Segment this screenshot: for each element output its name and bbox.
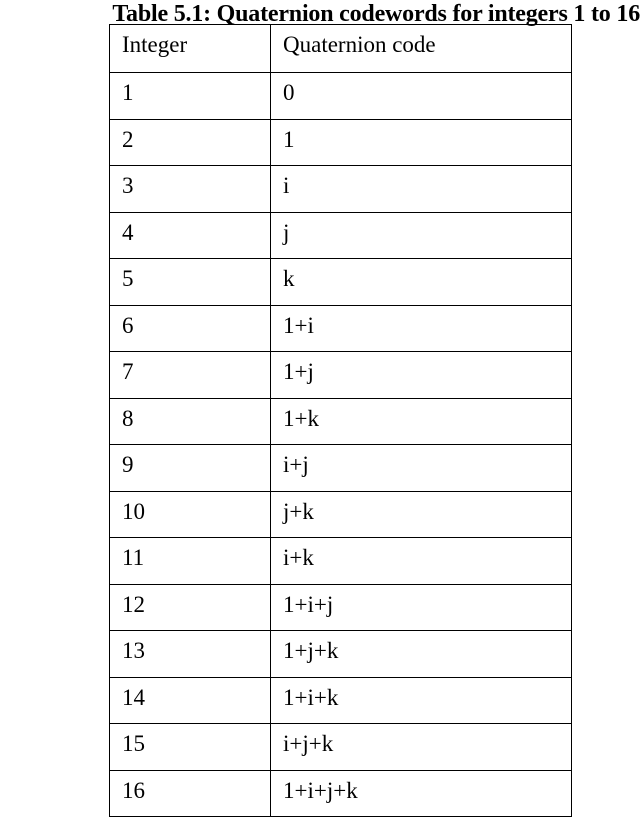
- quaternion-code-cell: [271, 212, 572, 259]
- quaternion-code-value: 1+i+k: [283, 684, 339, 710]
- quaternion-code-cell: [271, 677, 572, 724]
- quaternion-code-value: 1+k: [283, 405, 319, 431]
- integer-cell: [110, 631, 271, 678]
- quaternion-code-cell: [271, 352, 572, 399]
- quaternion-code-value: 1: [283, 126, 295, 152]
- quaternion-code-value: i+j: [283, 452, 309, 477]
- integer-cell: [110, 770, 271, 817]
- quaternion-code-cell: [271, 73, 572, 120]
- integer-cell: [110, 166, 271, 213]
- quaternion-code-cell: [271, 398, 572, 445]
- quaternion-codes-table: [109, 24, 572, 817]
- quaternion-code-value: j+k: [283, 498, 314, 524]
- integer-cell: [110, 491, 271, 538]
- table-row: [110, 73, 572, 120]
- integer-cell: [110, 398, 271, 445]
- integer-value: 14: [122, 684, 145, 710]
- table-row: [110, 398, 572, 445]
- integer-value: 10: [122, 498, 145, 524]
- integer-cell: [110, 584, 271, 631]
- quaternion-code-value: 1+i+j: [283, 591, 334, 617]
- table-row: [110, 119, 572, 166]
- integer-cell: [110, 212, 271, 259]
- integer-value: 15: [122, 731, 145, 756]
- integer-value: 9: [122, 452, 134, 477]
- table-row: [110, 770, 572, 817]
- integer-cell: [110, 352, 271, 399]
- table-row: [110, 491, 572, 538]
- quaternion-code-value: 1+i+j+k: [283, 777, 358, 803]
- table-row: [110, 212, 572, 259]
- quaternion-code-cell: [271, 491, 572, 538]
- quaternion-code-cell: [271, 119, 572, 166]
- integer-cell: [110, 73, 271, 120]
- quaternion-code-value: 1+i: [283, 312, 314, 338]
- header-cell-integer: [110, 25, 271, 73]
- integer-cell: [110, 724, 271, 771]
- quaternion-code-cell: [271, 259, 572, 306]
- quaternion-code-value: j: [283, 219, 290, 245]
- quaternion-code-value: i+j+k: [283, 731, 334, 756]
- table-row: [110, 724, 572, 771]
- integer-value: 12: [122, 591, 145, 617]
- table-row: [110, 166, 572, 213]
- integer-value: 1: [122, 80, 134, 105]
- quaternion-code-value: 1+j: [283, 359, 314, 384]
- table-body: [110, 25, 572, 817]
- table-row: [110, 445, 572, 492]
- table-caption: Table 5.1: Quaternion codewords for integers 1 to 16: [112, 1, 640, 27]
- integer-value: 11: [122, 545, 145, 570]
- table-row: [110, 352, 572, 399]
- table-row: [110, 584, 572, 631]
- table-header-row: [110, 25, 572, 73]
- quaternion-code-value: 0: [283, 80, 295, 105]
- quaternion-code-cell: [271, 584, 572, 631]
- integer-cell: [110, 538, 271, 585]
- integer-value: 13: [122, 638, 145, 663]
- integer-value: 4: [122, 219, 134, 245]
- integer-value: 6: [122, 312, 134, 338]
- header-cell-quaternion-code: [271, 25, 572, 73]
- quaternion-code-cell: [271, 770, 572, 817]
- quaternion-code-value: k: [283, 266, 295, 291]
- quaternion-code-value: i+k: [283, 545, 314, 570]
- table-row: [110, 631, 572, 678]
- integer-value: 5: [122, 266, 134, 291]
- integer-value: 8: [122, 405, 134, 431]
- quaternion-code-cell: [271, 166, 572, 213]
- table-row: [110, 538, 572, 585]
- quaternion-code-cell: [271, 305, 572, 352]
- quaternion-code-cell: [271, 631, 572, 678]
- quaternion-code-value: 1+j+k: [283, 638, 339, 663]
- integer-value: 2: [122, 126, 134, 152]
- quaternion-code-cell: [271, 538, 572, 585]
- integer-cell: [110, 445, 271, 492]
- integer-cell: [110, 305, 271, 352]
- integer-value: 3: [122, 173, 134, 198]
- integer-cell: [110, 259, 271, 306]
- table-row: [110, 305, 572, 352]
- header-quaternion-code-label: Quaternion code: [283, 32, 436, 57]
- table-row: [110, 677, 572, 724]
- integer-cell: [110, 677, 271, 724]
- integer-value: 7: [122, 359, 134, 384]
- quaternion-code-cell: [271, 445, 572, 492]
- header-integer-label: Integer: [122, 32, 188, 57]
- quaternion-code-cell: [271, 724, 572, 771]
- quaternion-code-value: i: [283, 173, 290, 198]
- table-row: [110, 259, 572, 306]
- integer-cell: [110, 119, 271, 166]
- integer-value: 16: [122, 777, 145, 803]
